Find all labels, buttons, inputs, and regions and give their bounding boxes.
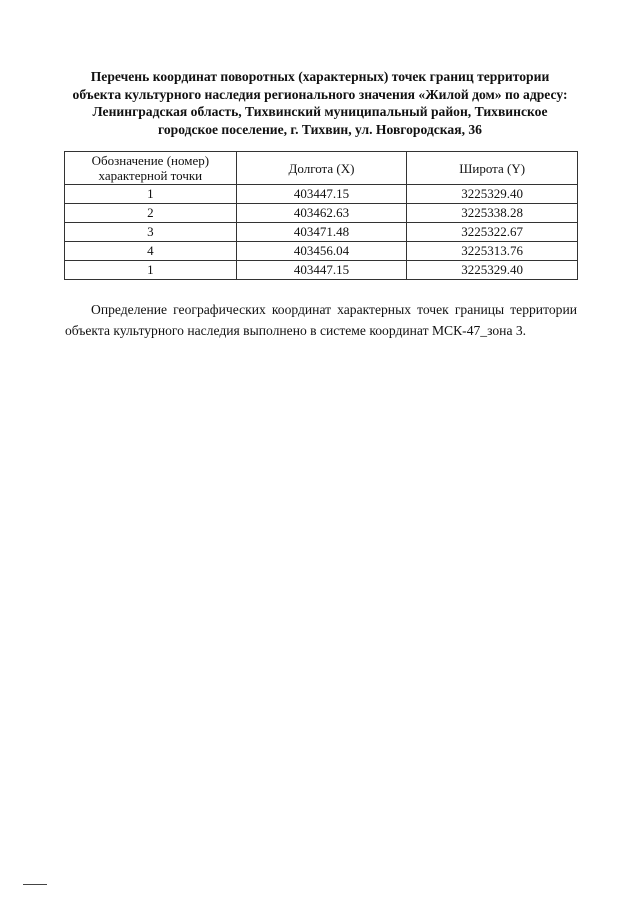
table-row	[65, 242, 578, 261]
coordinates-table	[64, 151, 578, 280]
header-latitude: Широта (Y)	[407, 152, 578, 185]
cell-y: 3225329.40	[407, 185, 578, 204]
cell-x: 403456.04	[236, 242, 407, 261]
title-line-2: объекта культурного наследия регионального значения «Жилой дом» по адресу:	[72, 86, 568, 102]
cell-x: 403471.48	[236, 223, 407, 242]
cell-point: 3	[65, 223, 237, 242]
coordinate-system-note	[65, 299, 577, 341]
header-point-line-1: Обозначение (номер)	[91, 153, 210, 168]
cell-point: 4	[65, 242, 237, 261]
header-point-line-2: характерной точки	[98, 168, 203, 183]
footer-rule	[23, 884, 47, 885]
cell-point: 2	[65, 204, 237, 223]
cell-x: 403447.15	[236, 185, 407, 204]
cell-y: 3225313.76	[407, 242, 578, 261]
cell-y: 3225329.40	[407, 261, 578, 280]
document-title	[60, 68, 580, 138]
cell-point: 1	[65, 185, 237, 204]
paragraph-text: Определение географических координат характерных точек границы территории объекта культурного наследия выполнено в системе координат МСК-47_зона 3.	[65, 302, 577, 338]
header-longitude: Долгота (X)	[236, 152, 407, 185]
cell-y: 3225322.67	[407, 223, 578, 242]
cell-x: 403462.63	[236, 204, 407, 223]
title-line-1: Перечень координат поворотных (характерных) точек границ территории	[90, 69, 550, 84]
table-row	[65, 204, 578, 223]
table-row	[65, 223, 578, 242]
table-row	[65, 261, 578, 280]
title-line-3: Ленинградская область, Тихвинский муниципальный район, Тихвинское	[92, 104, 548, 119]
header-point-number	[65, 152, 237, 185]
cell-point: 1	[65, 261, 237, 280]
table-header-row	[65, 152, 578, 185]
cell-x: 403447.15	[236, 261, 407, 280]
table-row	[65, 185, 578, 204]
title-line-4: городское поселение, г. Тихвин, ул. Новгородская, 36	[158, 121, 482, 137]
cell-y: 3225338.28	[407, 204, 578, 223]
